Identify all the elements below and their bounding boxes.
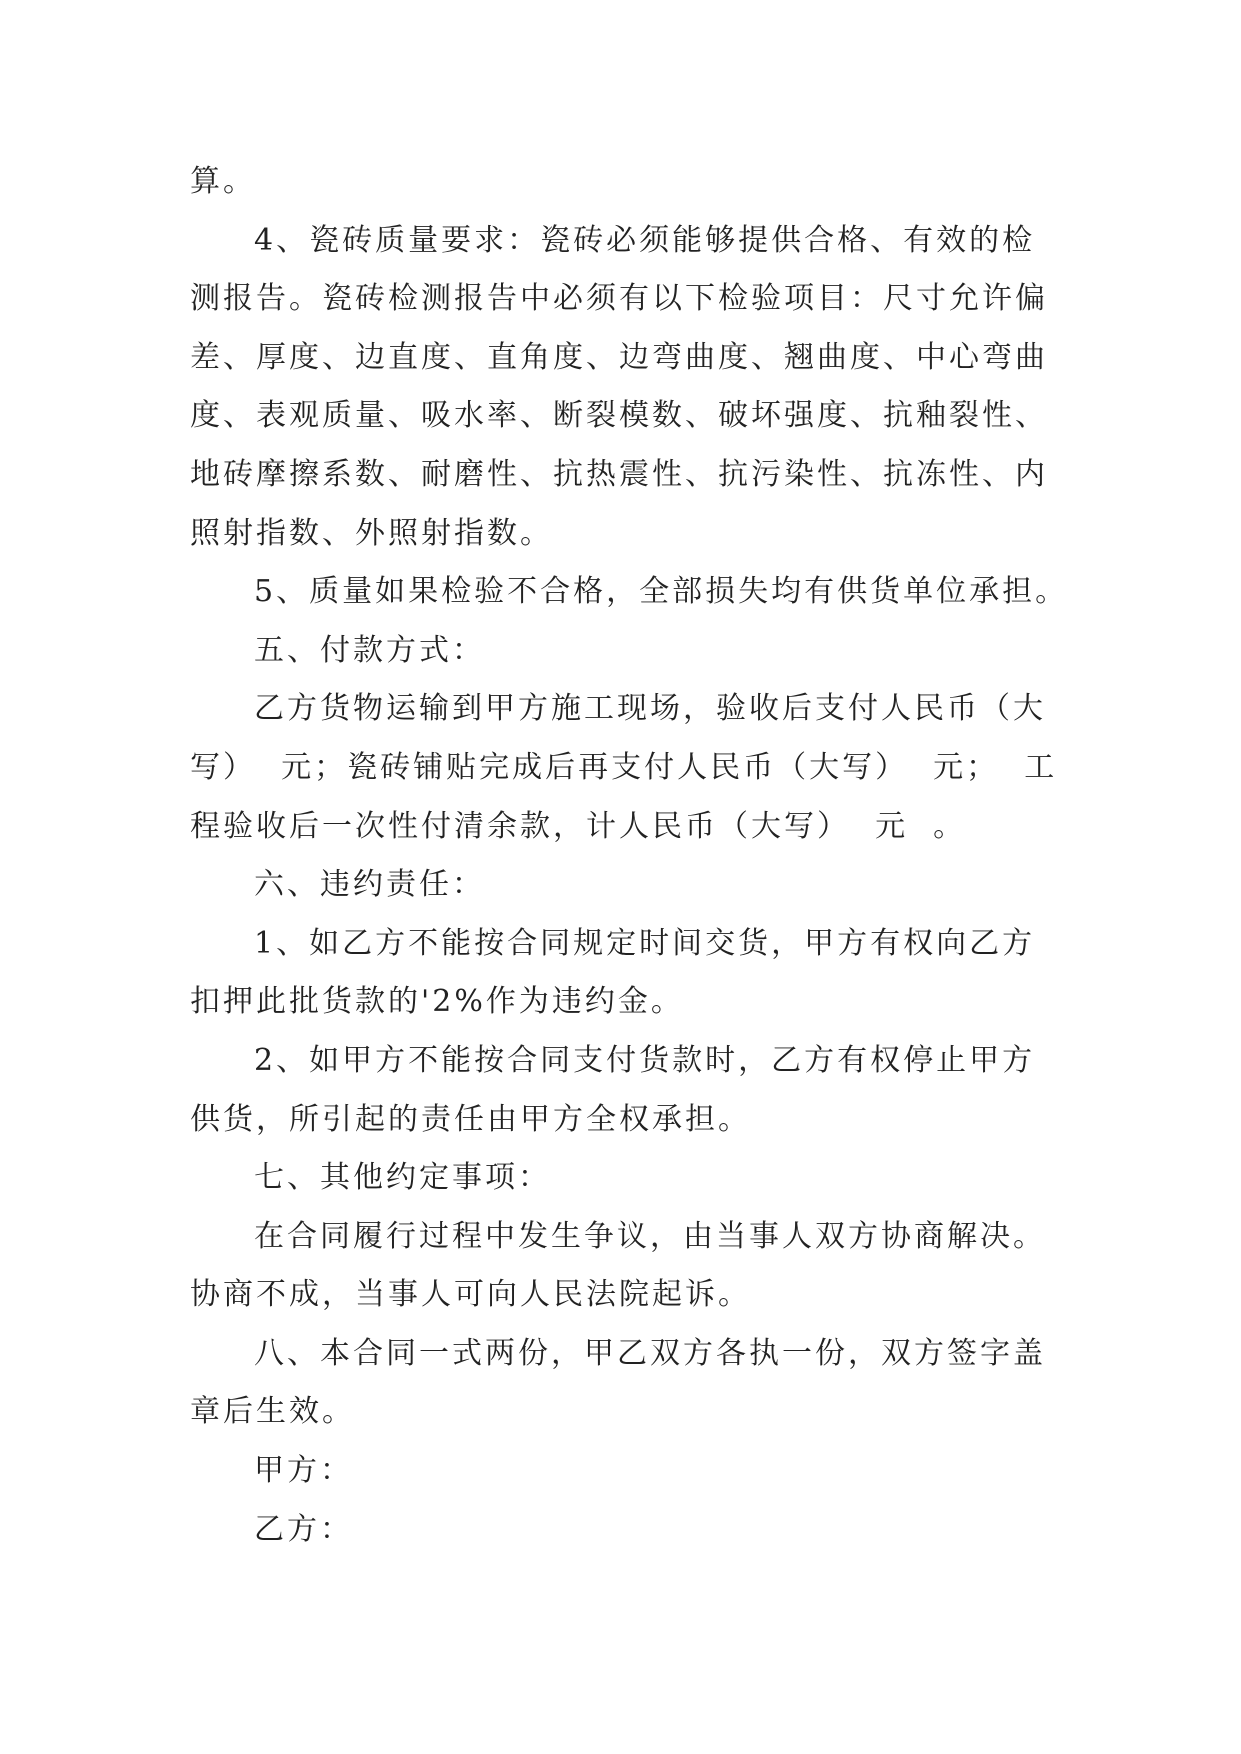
text-line: 照射指数、外照射指数。 <box>190 515 553 551</box>
text-line: 章后生效。 <box>190 1394 355 1430</box>
text-line: 5、质量如果检验不合格，全部损失均有供货单位承担。 <box>254 574 1069 610</box>
text-line: 八、本合同一式两份，甲乙双方各执一份，双方签字盖 <box>254 1335 1046 1371</box>
text-line: 扣押此批货款的'2%作为违约金。 <box>190 984 684 1020</box>
text-line: 在合同履行过程中发生争议，由当事人双方协商解决。 <box>254 1218 1046 1254</box>
text-line: 协商不成，当事人可向人民法院起诉。 <box>190 1277 751 1313</box>
text-line: 地砖摩擦系数、耐磨性、抗热震性、抗污染性、抗冻性、内 <box>190 456 1048 492</box>
contract-body <box>190 153 1070 1559</box>
text-line: 度、表观质量、吸水率、断裂模数、破坏强度、抗釉裂性、 <box>190 398 1048 434</box>
text-line: 乙方货物运输到甲方施工现场，验收后支付人民币（大 <box>254 691 1046 727</box>
party-b-label: 乙方： <box>254 1511 353 1547</box>
text-line: 测报告。瓷砖检测报告中必须有以下检验项目：尺寸允许偏 <box>190 281 1048 317</box>
text-line: 1、如乙方不能按合同规定时间交货，甲方有权向乙方 <box>254 925 1036 961</box>
party-a-label: 甲方： <box>254 1453 353 1489</box>
text-line: 算。 <box>190 164 256 199</box>
section-heading: 五、付款方式： <box>254 632 485 668</box>
text-line: 4、瓷砖质量要求：瓷砖必须能够提供合格、有效的检 <box>254 222 1036 258</box>
text-line: 供货，所引起的责任由甲方全权承担。 <box>190 1101 751 1137</box>
text-line: 差、厚度、边直度、直角度、边弯曲度、翘曲度、中心弯曲 <box>190 339 1048 375</box>
section-heading: 六、违约责任： <box>254 867 485 903</box>
text-line: 2、如甲方不能按合同支付货款时，乙方有权停止甲方 <box>254 1042 1036 1078</box>
text-line: 写） 元；瓷砖铺贴完成后再支付人民币（大写） 元； 工 <box>190 749 1058 785</box>
text-line: 程验收后一次性付清余款，计人民币（大写） 元 。 <box>190 808 967 844</box>
section-heading: 七、其他约定事项： <box>254 1160 551 1196</box>
